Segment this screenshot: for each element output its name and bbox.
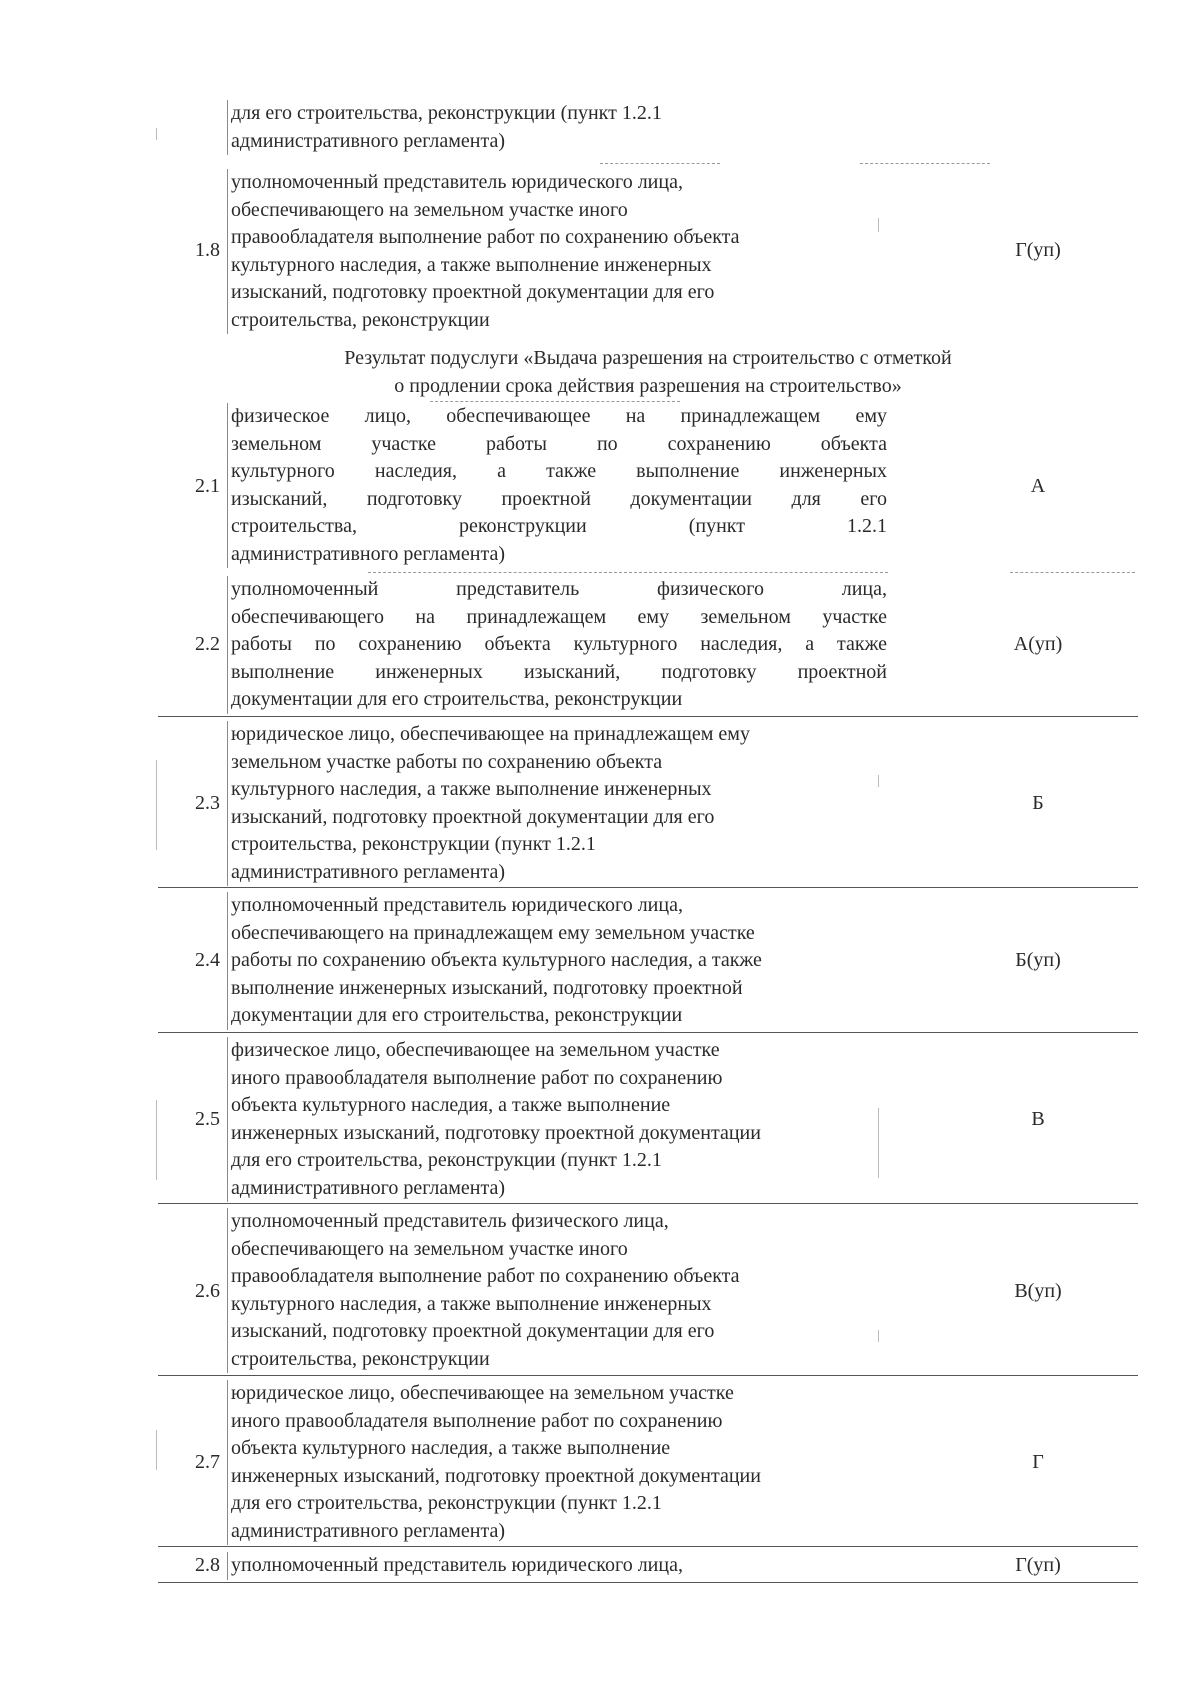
scan-mark — [156, 1100, 157, 1180]
row-code: Г — [1032, 1451, 1044, 1473]
description-line: изысканий, подготовку проектной документации для его — [231, 805, 715, 828]
row-description — [227, 403, 887, 568]
description-line: юридическое лицо, обеспечивающее на принадлежащем ему — [231, 723, 750, 745]
scan-mark — [156, 1430, 157, 1470]
description-line: физическое лицо, обеспечивающее на земельном участке — [231, 1039, 720, 1061]
row-description — [227, 1380, 887, 1545]
description-line: уполномоченный представитель юридического лица, — [231, 894, 683, 916]
description-line: культурного наследия, а также выполнение инженерных — [231, 1292, 712, 1315]
description-line: уполномоченный представитель юридического лица, — [231, 1554, 683, 1576]
description-line: строительства, реконструкции (пункт 1.2.1 — [231, 515, 887, 537]
row-divider-dashed — [430, 401, 680, 402]
table-row — [158, 892, 1138, 1033]
description-line: уполномоченный представитель физического лица, — [231, 578, 887, 600]
description-line: работы по сохранению объекта культурного наследия, а также — [231, 633, 887, 655]
row-number: 2.1 — [195, 475, 220, 497]
description-line: иного правообладателя выполнение работ по сохранению — [231, 1066, 723, 1089]
scan-mark — [878, 218, 879, 232]
description-line: выполнение инженерных изысканий, подготовку проектной — [231, 660, 887, 683]
table-row — [158, 1552, 1138, 1583]
table-row — [158, 100, 1138, 156]
description-line: строительства, реконструкции — [231, 1347, 490, 1370]
description-line: культурного наследия, а также выполнение инженерных — [231, 460, 887, 482]
description-line: административного регламента) — [231, 860, 506, 883]
description-line: изысканий, подготовку проектной документации для его — [231, 281, 715, 303]
description-line: административного регламента) — [231, 542, 506, 565]
table-row — [158, 403, 1138, 568]
row-number: 2.2 — [195, 633, 220, 655]
table-row — [158, 1380, 1138, 1547]
row-code: А — [1030, 475, 1046, 497]
description-line: юридическое лицо, обеспечивающее на земельном участке — [231, 1382, 734, 1404]
row-description — [227, 1037, 887, 1202]
row-code: Г(уп) — [1015, 1554, 1061, 1576]
description-line: выполнение инженерных изысканий, подготовку проектной — [231, 976, 743, 999]
description-line: иного правообладателя выполнение работ по сохранению — [231, 1409, 723, 1432]
table-row — [158, 1208, 1138, 1376]
description-line: работы по сохранению объекта культурного наследия, а также — [231, 949, 762, 971]
subheader-line: Результат подуслуги «Выдача разрешения на строительство с отметкой — [344, 347, 952, 369]
row-number: 2.8 — [195, 1554, 220, 1576]
description-line: культурного наследия, а также выполнение инженерных — [231, 778, 712, 800]
description-line: уполномоченный представитель физического лица, — [231, 1210, 669, 1232]
scan-mark — [156, 760, 157, 850]
description-line: изысканий, подготовку проектной документации для его — [231, 1320, 715, 1342]
row-number: 1.8 — [195, 239, 220, 261]
row-description — [227, 100, 887, 155]
row-divider-dashed — [600, 163, 720, 164]
description-line: правообладателя выполнение работ по сохранению объекта — [231, 1265, 740, 1287]
row-number: 2.5 — [195, 1108, 220, 1130]
row-code: Г(уп) — [1015, 239, 1061, 261]
description-line: обеспечивающего на принадлежащем ему земельном участке — [231, 605, 887, 628]
description-line: административного регламента) — [231, 1176, 506, 1199]
description-line: уполномоченный представитель юридического лица, — [231, 171, 683, 193]
description-line: правообладателя выполнение работ по сохранению объекта — [231, 226, 740, 248]
description-line: административного регламента) — [231, 1519, 506, 1542]
description-line: инженерных изысканий, подготовку проектной документации — [231, 1464, 761, 1487]
description-line: административного регламента) — [231, 129, 506, 152]
description-line: обеспечивающего на земельном участке иного — [231, 1237, 628, 1260]
description-line: физическое лицо, обеспечивающее на принадлежащем ему — [231, 405, 887, 427]
scan-mark — [878, 775, 879, 787]
row-number: 2.6 — [195, 1280, 220, 1302]
row-number: 2.7 — [195, 1451, 220, 1473]
description-line: изысканий, подготовку проектной документации для его — [231, 487, 887, 510]
table-row — [158, 169, 1138, 334]
scan-mark — [156, 128, 157, 140]
row-number: 2.3 — [195, 792, 220, 814]
row-description — [227, 1552, 887, 1580]
row-code: В(уп) — [1014, 1280, 1062, 1302]
row-divider-dashed — [1010, 572, 1135, 573]
description-line: для его строительства, реконструкции (пункт 1.2.1 — [231, 1492, 662, 1514]
description-line: для его строительства, реконструкции (пункт 1.2.1 — [231, 1149, 662, 1171]
row-code: А(уп) — [1013, 633, 1063, 655]
subheader-line: о продлении срока действия разрешения на строительство» — [394, 375, 902, 397]
row-code: Б(уп) — [1015, 949, 1061, 971]
row-description — [227, 169, 887, 334]
description-line: объекта культурного наследия, а также выполнение — [231, 1094, 671, 1116]
description-line: обеспечивающего на земельном участке иного — [231, 198, 628, 221]
description-line: земельном участке работы по сохранению объекта — [231, 750, 663, 773]
description-line: для его строительства, реконструкции (пункт 1.2.1 — [231, 102, 662, 124]
row-divider-dashed — [368, 572, 888, 573]
description-line: строительства, реконструкции — [231, 308, 490, 331]
row-description — [227, 1208, 887, 1373]
section-subheader — [158, 344, 1138, 400]
description-line: документации для его строительства, реконструкции — [231, 1004, 683, 1026]
description-line: культурного наследия, а также выполнение инженерных — [231, 253, 712, 276]
scan-mark — [878, 1330, 879, 1342]
description-line: строительства, реконструкции (пункт 1.2.1 — [231, 833, 596, 855]
table-row — [158, 721, 1138, 888]
row-code: В — [1031, 1108, 1045, 1130]
description-line: документации для его строительства, реконструкции — [231, 688, 683, 710]
row-description — [227, 892, 887, 1030]
description-line: обеспечивающего на принадлежащем ему земельном участке — [231, 921, 755, 944]
row-description — [227, 721, 887, 886]
description-line: земельном участке работы по сохранению объекта — [231, 432, 887, 455]
row-code: Б — [1032, 792, 1044, 814]
scan-mark — [878, 1108, 879, 1178]
table-row — [158, 1037, 1138, 1204]
description-line: инженерных изысканий, подготовку проектной документации — [231, 1121, 761, 1144]
table-row — [158, 576, 1138, 717]
row-divider-dashed — [860, 163, 990, 164]
row-description — [227, 576, 887, 714]
description-line: объекта культурного наследия, а также выполнение — [231, 1437, 671, 1459]
row-number: 2.4 — [195, 949, 220, 971]
